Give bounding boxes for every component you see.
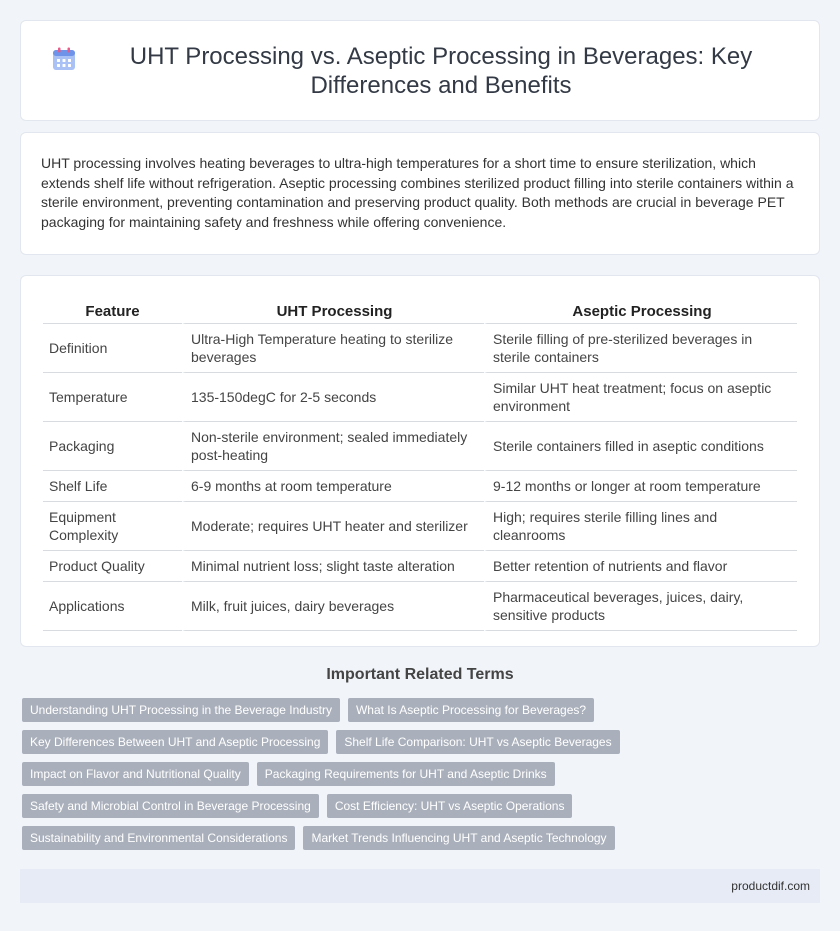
- related-terms-title: Important Related Terms: [326, 666, 514, 683]
- footer: [20, 869, 820, 903]
- intro-card: [20, 132, 820, 255]
- table-row: [43, 582, 797, 631]
- table-row: [43, 324, 797, 373]
- page-title: UHT Processing vs. Aseptic Processing in Beverages: Key Differences and Benefits: [129, 42, 753, 99]
- related-term-link[interactable]: Sustainability and Environmental Considerations: [22, 826, 295, 850]
- intro-paragraph: UHT processing involves heating beverages to ultra-high temperatures for a short time to ensure sterilization, which extends shelf life without refrigeration. Aseptic processing combines sterilized product filling into sterile containers within a sterile environment, preventing contamination and preserving product quality. Both methods are crucial in beverage PET packaging for maintaining safety and freshness while offering convenience.: [41, 155, 794, 230]
- related-term-link[interactable]: Cost Efficiency: UHT vs Aseptic Operations: [327, 794, 573, 818]
- row-aseptic: High; requires sterile filling lines and cleanrooms: [484, 502, 797, 551]
- row-uht: Non-sterile environment; sealed immediately post-heating: [182, 422, 484, 471]
- row-uht: Ultra-High Temperature heating to sterilize beverages: [182, 324, 484, 373]
- row-aseptic: Sterile filling of pre-sterilized beverages in sterile containers: [484, 324, 797, 373]
- related-term-link[interactable]: Impact on Flavor and Nutritional Quality: [22, 762, 249, 786]
- related-term-link[interactable]: Key Differences Between UHT and Aseptic Processing: [22, 730, 328, 754]
- related-term-link[interactable]: What Is Aseptic Processing for Beverages?: [348, 698, 594, 722]
- footer-site-name[interactable]: productdif.com: [731, 879, 810, 893]
- row-feature: Product Quality: [43, 551, 182, 582]
- row-feature: Shelf Life: [43, 471, 182, 502]
- row-uht: Milk, fruit juices, dairy beverages: [182, 582, 484, 631]
- row-feature: Packaging: [43, 422, 182, 471]
- calendar-icon: [51, 46, 77, 72]
- header-feature: Feature: [43, 300, 182, 324]
- row-aseptic: Similar UHT heat treatment; focus on aseptic environment: [484, 373, 797, 422]
- row-aseptic: Better retention of nutrients and flavor: [484, 551, 797, 582]
- table-header-row: [43, 300, 797, 324]
- header-aseptic: Aseptic Processing: [484, 300, 797, 324]
- table-row: [43, 502, 797, 551]
- row-uht: 6-9 months at room temperature: [182, 471, 484, 502]
- row-feature: Applications: [43, 582, 182, 631]
- row-aseptic: Sterile containers filled in aseptic conditions: [484, 422, 797, 471]
- row-feature: Temperature: [43, 373, 182, 422]
- header-card: [20, 20, 820, 121]
- row-feature: Definition: [43, 324, 182, 373]
- comparison-table: [43, 300, 797, 631]
- comparison-card: [20, 275, 820, 647]
- related-term-link[interactable]: Safety and Microbial Control in Beverage Processing: [22, 794, 319, 818]
- table-row: [43, 422, 797, 471]
- row-uht: 135-150degC for 2-5 seconds: [182, 373, 484, 422]
- table-row: [43, 551, 797, 582]
- related-terms-list: [0, 698, 840, 850]
- row-uht: Minimal nutrient loss; slight taste alteration: [182, 551, 484, 582]
- row-uht: Moderate; requires UHT heater and sterilizer: [182, 502, 484, 551]
- related-term-link[interactable]: Shelf Life Comparison: UHT vs Aseptic Beverages: [336, 730, 619, 754]
- related-term-link[interactable]: Packaging Requirements for UHT and Aseptic Drinks: [257, 762, 555, 786]
- row-feature: Equipment Complexity: [43, 502, 182, 551]
- table-row: [43, 373, 797, 422]
- related-term-link[interactable]: Market Trends Influencing UHT and Aseptic Technology: [303, 826, 614, 850]
- row-aseptic: Pharmaceutical beverages, juices, dairy, sensitive products: [484, 582, 797, 631]
- table-row: [43, 471, 797, 502]
- header-uht: UHT Processing: [182, 300, 484, 324]
- row-aseptic: 9-12 months or longer at room temperature: [484, 471, 797, 502]
- related-term-link[interactable]: Understanding UHT Processing in the Beverage Industry: [22, 698, 340, 722]
